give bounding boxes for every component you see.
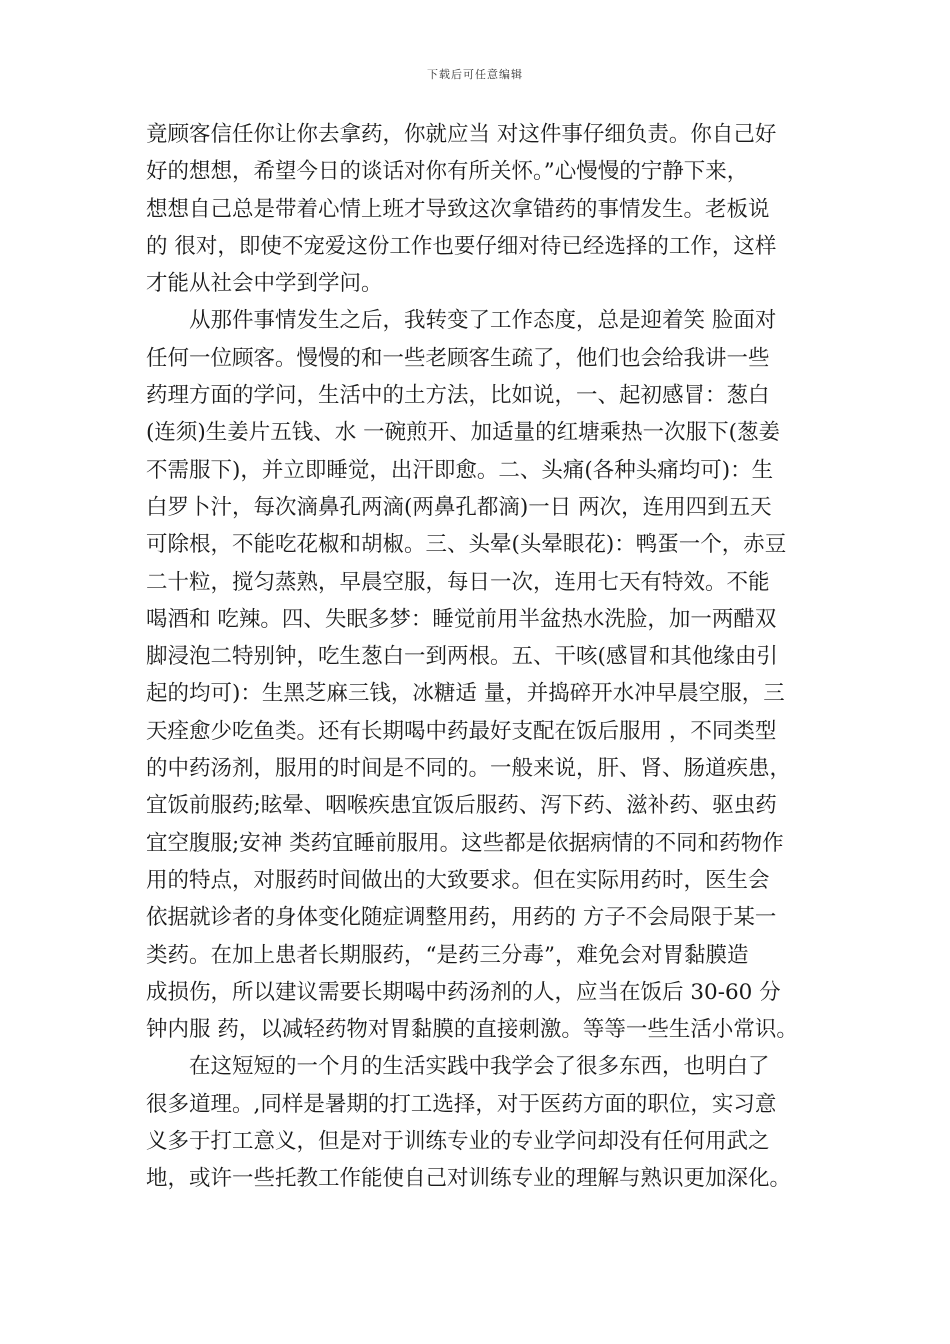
text-line: 不需服下)，并立即睡觉，出汗即愈。二、头痛(各种头痛均可)：生 [146,457,774,483]
text-line: 的中药汤剂，服用的时间是不同的。一般来说，肝、肾、肠道疾患， [146,756,792,782]
text-line: 在这短短的一个月的生活实践中我学会了很多东西，也明白了 [189,1054,770,1080]
text-line: 才能从社会中学到学问。 [146,271,383,297]
text-line: 可除根，不能吃花椒和胡椒。三、头晕(头晕眼花)：鸭蛋一个，赤豆 [146,532,787,558]
text-line: 想想自己总是带着心情上班才导致这次拿错药的事情发生。老板说 [146,196,770,222]
text-line: 用的特点，对服药时间做出的大致要求。但在实际用药时，医生会 [146,867,770,893]
text-line: 任何一位顾客。慢慢的和一些老顾客生疏了，他们也会给我讲一些 [146,345,770,371]
text-line: 起的均可)：生黑芝麻三钱，冰糖适 量，并捣碎开水冲早晨空服，三 [146,681,785,707]
text-line: 天痊愈少吃鱼类。还有长期喝中药最好支配在饭后服用 ，不同类型 [146,718,777,744]
text-line: 依据就诊者的身体变化随症调整用药，用药的 方子不会局限于某一 [146,905,777,931]
text-line: 白罗卜汁，每次滴鼻孔两滴(两鼻孔都滴)一日 两次，连用四到五天 [146,494,772,520]
document-body [146,116,812,1198]
text-line: 地，或许一些托教工作能使自己对训练专业的理解与熟识更加深化。 [146,1166,792,1192]
text-line: 喝酒和 吃辣。四、失眠多梦：睡觉前用半盆热水洗脸，加一两醋双 [146,606,777,632]
text-line: 类药。在加上患者长期服药，“是药三分毒”，难免会对胃黏膜造 [146,942,749,968]
text-line: 成损伤，所以建议需要长期喝中药汤剂的人，应当在饭后 30-60 分 [146,979,781,1005]
text-line: 的 很对，即使不宠爱这份工作也要仔细对待已经选择的工作，这样 [146,233,777,259]
text-line: 二十粒，搅匀蒸熟，早晨空服，每日一次，连用七天有特效。不能 [146,569,770,595]
page-header: 下载后可任意编辑 [427,68,523,81]
text-line: 宜空腹服;安神 类药宜睡前服用。这些都是依据病情的不同和药物作 [146,830,784,856]
text-line: 药理方面的学问，生活中的土方法，比如说，一、起初感冒：葱白 [146,383,770,409]
text-line: 钟内服 药，以减轻药物对胃黏膜的直接刺激。等等一些生活小常识。 [146,1017,798,1043]
text-line: 义多于打工意义，但是对于训练专业的专业学问却没有任何用武之 [146,1129,770,1155]
text-line: 脚浸泡二特别钟，吃生葱白一到两根。五、干咳(感冒和其他缘由引 [146,644,778,670]
text-line: 宜饭前服药;眩晕、咽喉疾患宜饭后服药、泻下药、滋补药、驱虫药 [146,793,777,819]
text-line: (连须)生姜片五钱、水 一碗煎开、加适量的红塘乘热一次服下(葱姜 [146,420,781,446]
text-line: 从那件事情发生之后，我转变了工作态度，总是迎着笑 脸面对 [189,308,777,334]
text-line: 好的想想，希望今日的谈话对你有所关怀。”心慢慢的宁静下来， [146,159,749,185]
text-line: 很多道理。,同样是暑期的打工选择，对于医药方面的职位，实习意 [146,1091,777,1117]
text-line: 竟顾客信任你让你去拿药，你就应当 对这件事仔细负责。你自己好 [146,122,777,147]
